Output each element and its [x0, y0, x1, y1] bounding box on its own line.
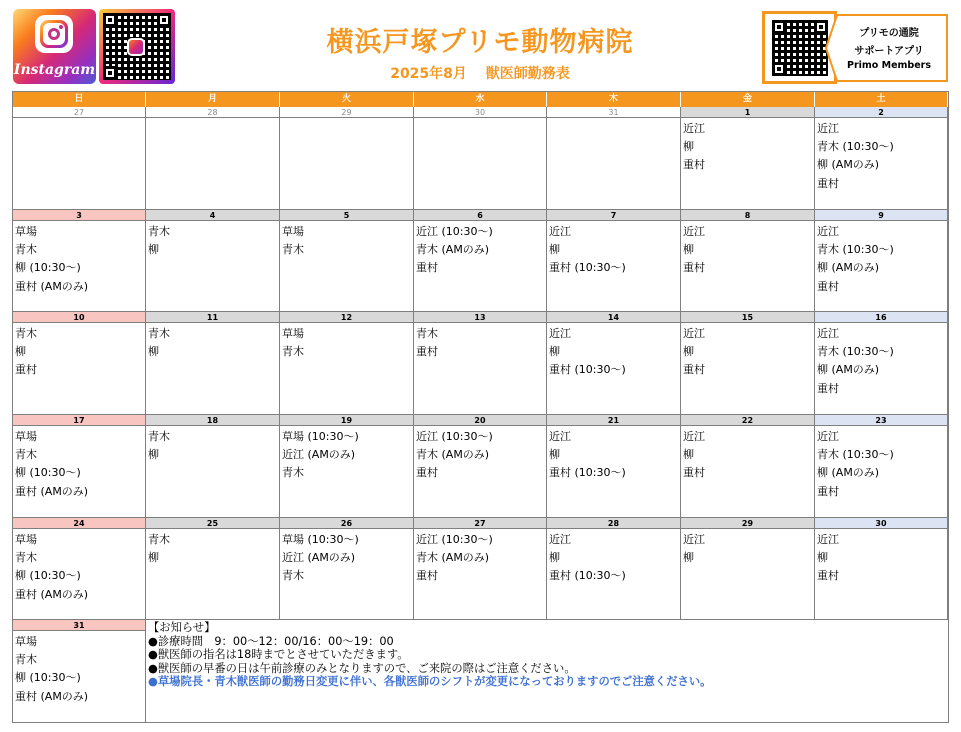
doctor-shift: 重村 (10:30～) — [549, 363, 626, 377]
doctor-list — [547, 426, 680, 483]
date-number: 26 — [280, 518, 413, 529]
date-number: 6 — [414, 210, 546, 221]
doctor-shift: 近江 — [683, 430, 705, 443]
date-number: 12 — [280, 312, 413, 323]
date-number: 24 — [13, 518, 145, 529]
doctor-shift: 重村 (AMのみ) — [15, 587, 89, 601]
doctor-shift: 重村 — [817, 381, 839, 395]
doctor-list — [13, 631, 145, 706]
app-tag-line-1: プリモの通院 — [859, 28, 919, 39]
doctor-list — [146, 323, 279, 361]
doctor-shift: 柳 — [549, 448, 560, 462]
doctor-list — [414, 426, 546, 483]
notice-box — [146, 620, 949, 723]
doctor-shift: 重村 — [416, 466, 438, 480]
day-cell — [547, 107, 681, 210]
doctor-shift: 青木 — [15, 327, 37, 340]
notice-highlight: ●草場院長・青木獣医師の勤務日変更に伴い、各獣医師のシフトが変更になっておりますのでご注意ください。 — [148, 675, 712, 689]
day-cell — [815, 107, 948, 210]
date-number: 13 — [414, 312, 546, 323]
doctor-list — [681, 426, 814, 483]
doctor-shift: 柳 — [549, 243, 560, 257]
doctor-list — [13, 529, 145, 604]
doctor-list — [280, 221, 413, 259]
date-number: 31 — [547, 107, 680, 118]
doctor-shift: 重村 — [416, 345, 438, 359]
doctor-shift: 青木 (10:30～) — [817, 243, 894, 257]
doctor-shift: 青木 — [282, 569, 304, 583]
doctor-list — [547, 221, 680, 278]
day-cell — [146, 415, 280, 518]
day-cell — [13, 518, 146, 620]
date-number: 28 — [547, 518, 680, 529]
doctor-shift: 重村 — [683, 466, 705, 480]
doctor-shift: 重村 — [15, 363, 37, 377]
day-cell — [815, 210, 948, 312]
app-tag-line-3: Primo Members — [846, 60, 931, 71]
doctor-list — [146, 221, 279, 259]
weekday-header: 土 — [815, 92, 948, 107]
date-number: 9 — [815, 210, 947, 221]
doctor-shift: 柳 — [148, 345, 159, 359]
doctor-shift: 草場 — [282, 327, 304, 340]
doctor-shift: 草場 — [15, 225, 37, 238]
weekday-header: 金 — [681, 92, 815, 107]
weekday-header: 火 — [280, 92, 414, 107]
doctor-shift: 柳 (10:30～) — [15, 671, 81, 685]
doctor-shift: 青木 (10:30～) — [817, 448, 894, 462]
doctor-shift: 青木 — [15, 551, 37, 565]
doctor-shift: 重村 — [683, 363, 705, 377]
doctor-shift: 柳 (10:30～) — [15, 261, 81, 275]
doctor-shift: 重村 — [683, 158, 705, 172]
day-cell — [414, 518, 547, 620]
date-number: 21 — [547, 415, 680, 426]
day-cell — [815, 415, 948, 518]
date-number: 27 — [414, 518, 546, 529]
instagram-qr-code[interactable] — [99, 9, 175, 84]
doctor-shift: 近江 (10:30～) — [416, 533, 493, 546]
day-cell — [681, 312, 815, 415]
doctor-shift: 近江 — [549, 430, 571, 443]
doctor-list — [13, 323, 145, 380]
doctor-list — [547, 323, 680, 380]
date-number: 8 — [681, 210, 814, 221]
doctor-shift: 近江 (10:30～) — [416, 225, 493, 238]
weekday-header: 水 — [414, 92, 547, 107]
doctor-shift: 近江 — [817, 327, 839, 340]
page-title: 横浜戸塚プリモ動物病院 — [326, 27, 634, 58]
doctor-list — [146, 118, 279, 120]
doctor-list — [681, 323, 814, 380]
day-cell — [13, 312, 146, 415]
doctor-list — [547, 118, 680, 120]
date-number: 18 — [146, 415, 279, 426]
doctor-shift: 近江 (AMのみ) — [282, 448, 356, 462]
doctor-shift: 柳 (10:30～) — [15, 569, 81, 583]
doctor-shift: 草場 (10:30～) — [282, 430, 359, 443]
doctor-shift: 柳 — [817, 551, 828, 565]
day-cell — [681, 107, 815, 210]
doctor-shift: 重村 — [817, 279, 839, 293]
doctor-list — [280, 118, 413, 120]
doctor-shift: 柳 — [549, 551, 560, 565]
doctor-shift: 重村 (AMのみ) — [15, 484, 89, 498]
date-number: 29 — [280, 107, 413, 118]
doctor-shift: 青木 — [148, 327, 170, 340]
day-cell — [280, 107, 414, 210]
doctor-shift: 柳 — [549, 345, 560, 359]
doctor-shift: 柳 — [683, 448, 694, 462]
date-number: 17 — [13, 415, 145, 426]
doctor-shift: 重村 — [817, 176, 839, 190]
doctor-shift: 柳 — [148, 243, 159, 257]
date-number: 16 — [815, 312, 947, 323]
instagram-logo-text: Instagram — [13, 62, 96, 78]
day-cell — [414, 312, 547, 415]
doctor-shift: 柳 — [683, 243, 694, 257]
date-number: 3 — [13, 210, 145, 221]
app-promo-tag — [825, 14, 949, 82]
doctor-shift: 青木 — [282, 243, 304, 257]
notice-line: ●獣医師の指名は18時までとさせていただきます。 — [148, 648, 409, 662]
schedule-calendar — [12, 91, 949, 723]
date-number: 11 — [146, 312, 279, 323]
doctor-shift: 青木 — [282, 466, 304, 480]
doctor-shift: 青木 — [282, 345, 304, 359]
doctor-shift: 近江 — [549, 533, 571, 546]
doctor-shift: 青木 — [148, 225, 170, 238]
day-cell — [414, 107, 547, 210]
date-number: 20 — [414, 415, 546, 426]
doctor-shift: 近江 — [817, 225, 839, 238]
doctor-shift: 重村 (10:30～) — [549, 261, 626, 275]
weekday-header: 月 — [146, 92, 280, 107]
doctor-shift: 柳 — [15, 345, 26, 359]
day-cell — [815, 518, 948, 620]
doctor-shift: 柳 — [683, 140, 694, 154]
doctor-list — [815, 426, 947, 501]
doctor-shift: 近江 — [683, 327, 705, 340]
doctor-shift: 青木 — [15, 243, 37, 257]
doctor-shift: 重村 (AMのみ) — [15, 689, 89, 703]
day-cell — [681, 415, 815, 518]
doctor-shift: 近江 — [683, 533, 705, 546]
date-number: 29 — [681, 518, 814, 529]
doctor-shift: 柳 — [683, 551, 694, 565]
date-number: 2 — [815, 107, 947, 118]
doctor-shift: 青木 — [416, 327, 438, 340]
date-number: 7 — [547, 210, 680, 221]
doctor-shift: 柳 (AMのみ) — [817, 363, 880, 377]
date-number: 31 — [13, 620, 145, 631]
doctor-list — [414, 323, 546, 361]
day-cell — [280, 415, 414, 518]
doctor-shift: 近江 — [817, 122, 839, 135]
doctor-list — [13, 118, 145, 120]
doctor-list — [414, 529, 546, 586]
doctor-shift: 重村 (10:30～) — [549, 569, 626, 583]
doctor-shift: 重村 (AMのみ) — [15, 279, 89, 293]
day-cell — [547, 210, 681, 312]
date-number: 25 — [146, 518, 279, 529]
doctor-shift: 近江 — [683, 122, 705, 135]
day-cell — [280, 210, 414, 312]
day-cell — [681, 210, 815, 312]
doctor-shift: 青木 — [148, 533, 170, 546]
day-cell — [547, 518, 681, 620]
app-tag-line-2: サポートアプリ — [854, 46, 924, 57]
day-cell — [815, 312, 948, 415]
day-cell — [146, 518, 280, 620]
doctor-shift: 重村 — [817, 569, 839, 583]
doctor-shift: 柳 (AMのみ) — [817, 261, 880, 275]
doctor-list — [146, 529, 279, 567]
doctor-shift: 重村 — [817, 484, 839, 498]
notice-heading: 【お知らせ】 — [148, 621, 216, 634]
doctor-shift: 近江 (10:30～) — [416, 430, 493, 443]
doctor-shift: 青木 (AMのみ) — [416, 448, 490, 462]
doctor-list — [681, 118, 814, 175]
doctor-shift: 草場 — [15, 430, 37, 443]
doctor-list — [547, 529, 680, 586]
weekday-header: 木 — [547, 92, 681, 107]
doctor-list — [681, 221, 814, 278]
notice-line: ●診療時間 9：00～12：00/16：00～19：00 — [148, 634, 394, 648]
doctor-list — [13, 426, 145, 501]
doctor-shift: 近江 — [817, 430, 839, 443]
date-number: 4 — [146, 210, 279, 221]
doctor-shift: 重村 — [416, 261, 438, 275]
doctor-shift: 草場 — [15, 635, 37, 648]
date-number: 28 — [146, 107, 279, 118]
date-number: 23 — [815, 415, 947, 426]
weekday-header: 日 — [13, 92, 146, 107]
doctor-shift: 青木 — [15, 448, 37, 462]
doctor-list — [414, 221, 546, 278]
doctor-shift: 重村 — [416, 569, 438, 583]
date-number: 22 — [681, 415, 814, 426]
doctor-shift: 近江 — [549, 327, 571, 340]
qr-code-icon — [772, 20, 828, 76]
date-number: 19 — [280, 415, 413, 426]
doctor-shift: 近江 (AMのみ) — [282, 551, 356, 565]
doctor-shift: 青木 — [148, 430, 170, 443]
date-number: 15 — [681, 312, 814, 323]
doctor-list — [815, 221, 947, 296]
day-cell — [547, 415, 681, 518]
doctor-shift: 重村 — [683, 261, 705, 275]
instagram-badge-icon — [127, 38, 145, 56]
day-cell — [280, 312, 414, 415]
doctor-shift: 重村 (10:30～) — [549, 466, 626, 480]
doctor-list — [414, 118, 546, 120]
day-cell — [547, 312, 681, 415]
doctor-list — [815, 323, 947, 398]
date-number: 14 — [547, 312, 680, 323]
doctor-shift: 青木 (AMのみ) — [416, 243, 490, 257]
day-cell — [13, 415, 146, 518]
doctor-shift: 柳 — [683, 345, 694, 359]
day-cell — [414, 415, 547, 518]
day-cell — [681, 518, 815, 620]
day-cell — [414, 210, 547, 312]
doctor-shift: 青木 (10:30～) — [817, 345, 894, 359]
date-number: 30 — [815, 518, 947, 529]
doctor-list — [13, 221, 145, 296]
doctor-shift: 近江 — [817, 533, 839, 546]
doctor-list — [280, 323, 413, 361]
doctor-list — [815, 118, 947, 193]
date-number: 10 — [13, 312, 145, 323]
doctor-shift: 草場 — [15, 533, 37, 546]
doctor-shift: 柳 — [148, 448, 159, 462]
doctor-shift: 草場 (10:30～) — [282, 533, 359, 546]
day-cell — [146, 312, 280, 415]
doctor-shift: 柳 (AMのみ) — [817, 158, 880, 172]
doctor-list — [681, 529, 814, 567]
doctor-shift: 柳 — [148, 551, 159, 565]
date-number: 5 — [280, 210, 413, 221]
page-subtitle: 2025年8月 獣医師勤務表 — [390, 66, 570, 82]
doctor-list — [815, 529, 947, 586]
doctor-shift: 草場 — [282, 225, 304, 238]
instagram-logo[interactable] — [13, 9, 96, 84]
day-cell — [13, 107, 146, 210]
doctor-shift: 青木 (10:30～) — [817, 140, 894, 154]
day-cell — [13, 620, 146, 723]
doctor-list — [280, 426, 413, 483]
date-number: 30 — [414, 107, 546, 118]
day-cell — [13, 210, 146, 312]
day-cell — [146, 210, 280, 312]
notice-line: ●獣医師の早番の日は午前診療のみとなりますので、ご来院の際はご注意ください。 — [148, 661, 576, 675]
doctor-shift: 近江 — [683, 225, 705, 238]
instagram-icon — [35, 15, 73, 53]
doctor-shift: 青木 (AMのみ) — [416, 551, 490, 565]
date-number: 1 — [681, 107, 814, 118]
doctor-list — [280, 529, 413, 586]
doctor-list — [146, 426, 279, 464]
doctor-shift: 柳 (10:30～) — [15, 466, 81, 480]
date-number: 27 — [13, 107, 145, 118]
doctor-shift: 青木 — [15, 653, 37, 667]
doctor-shift: 近江 — [549, 225, 571, 238]
day-cell — [146, 107, 280, 210]
doctor-shift: 柳 (AMのみ) — [817, 466, 880, 480]
day-cell — [280, 518, 414, 620]
